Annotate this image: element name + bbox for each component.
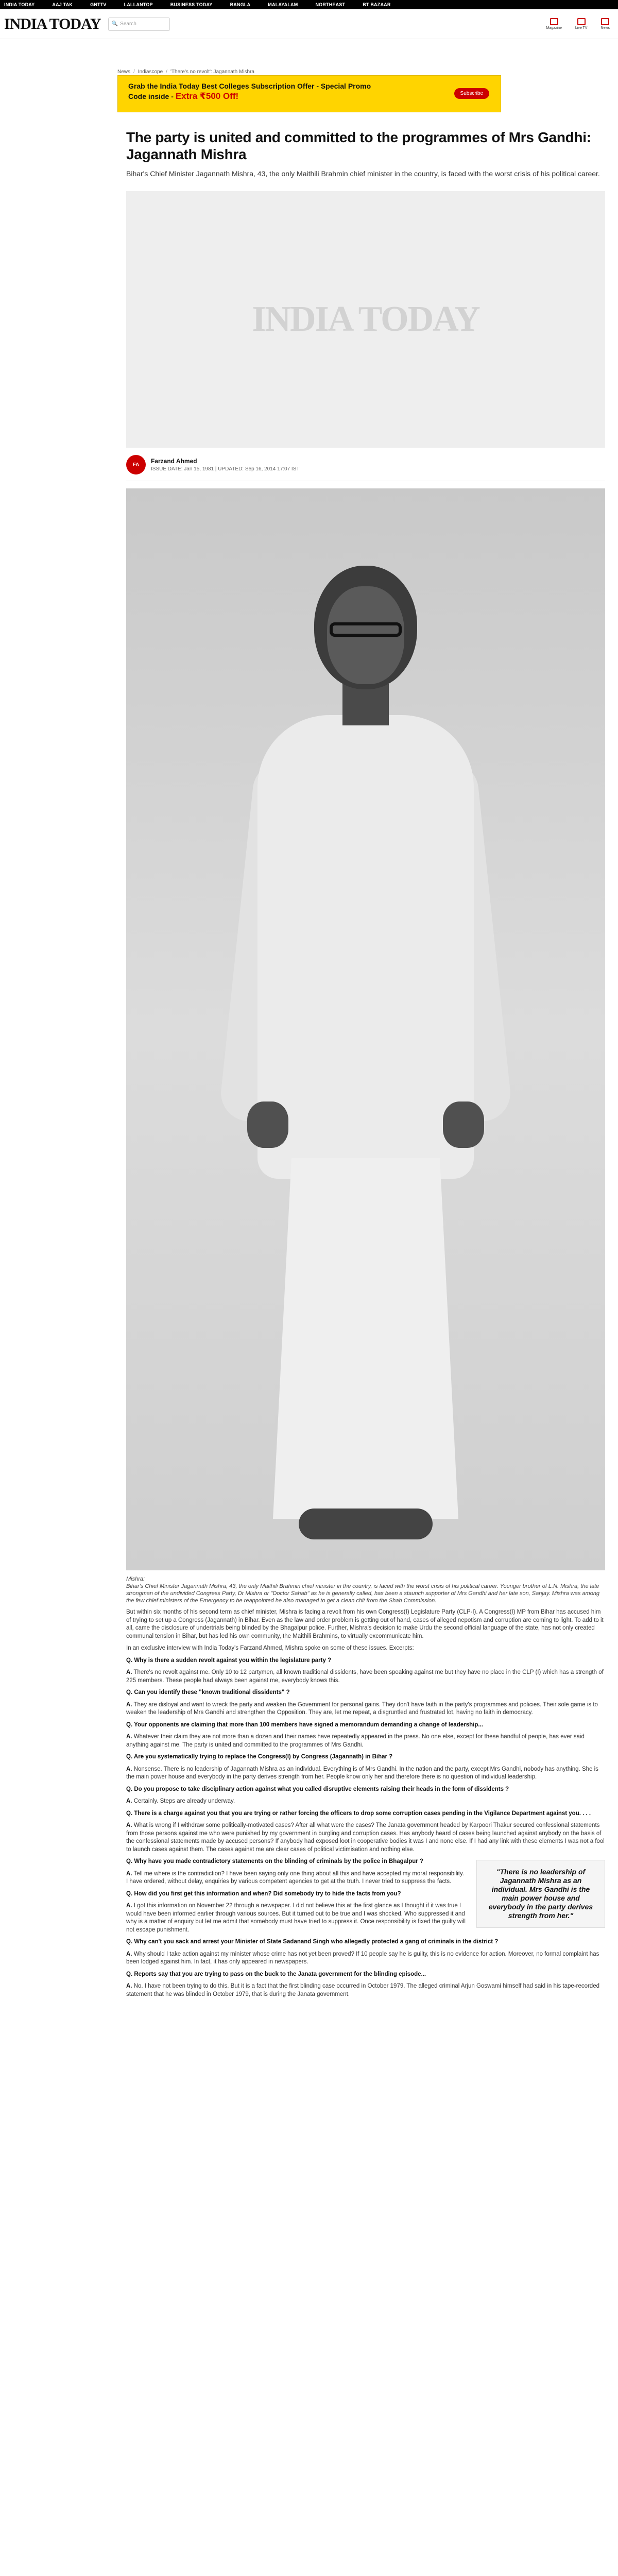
network-link[interactable]: NORTHEAST bbox=[315, 2, 346, 7]
question: Q. Why have you made contradictory statements on the blinding of criminals by the police in Bhagalpur ? bbox=[126, 1858, 424, 1865]
portrait-figure bbox=[237, 566, 494, 1545]
promo-line-1: Grab the India Today Best Colleges Subscription Offer - Special Promo bbox=[128, 82, 371, 90]
author-avatar[interactable]: FA bbox=[126, 455, 146, 474]
question: Q. Why can't you sack and arrest your Minister of State Sadanand Singh who allegedly protected a gang of criminals in the district ? bbox=[126, 1939, 499, 1945]
question: Q. Your opponents are claiming that more than 100 members have signed a memorandum demanding a change of leadership... bbox=[126, 1721, 483, 1728]
answer: A. Tell me where is the contradiction? I have been saying only one thing about all this and have accepted my moral responsibility. I have ordered, without delay, enquiries by various competent agencies to get at the truth. I never tried to suppress the facts. bbox=[126, 1870, 465, 1885]
breadcrumb-separator: / bbox=[133, 69, 135, 75]
network-link[interactable]: BANGLA bbox=[230, 2, 251, 7]
answer: A. Why should I take action against my minister whose crime has not yet been proved? If 10 people say he is guilty, this is no evidence for action. Moreover, no formal complaint has been lodged against him. In fact, it has only appeared in newspapers. bbox=[126, 1951, 599, 1965]
network-bar bbox=[0, 0, 618, 9]
article-body bbox=[126, 1575, 605, 1998]
question: Q. There is a charge against you that you are trying or rather forcing the officers to drop some corruption cases pending in the Vigilance Department against you. . . . bbox=[126, 1810, 591, 1817]
article-photo bbox=[126, 488, 605, 1570]
byline bbox=[126, 455, 605, 481]
search-input[interactable] bbox=[108, 18, 170, 31]
answer: A. Nonsense. There is no leadership of Jagannath Mishra as an individual. Everything is of Mrs Gandhi. In the nation and the party, except Mrs Gandhi, nobody has anything. She is the main power house and everybody in the party derives strength from her. People know only her and therefore there is no question of individual leadership. bbox=[126, 1766, 598, 1780]
answer: A. What is wrong if I withdraw some politically-motivated cases? After all what were the cases? The Janata government headed by Karpoori Thakur secured confessional statements from those persons against me who were punished by my government in burgling and corruption cases. Has anybody heard of cases being launched against anybody on the basis of the confessional statements made by accused persons? If anybody had exposed loot in cooperative bodies it was I and none else. If I had any link with these elements I was not a fool to launch cases against them. The cases against me are clear cases of political victimisation and nothing else. bbox=[126, 1822, 605, 1853]
network-link[interactable]: BT BAZAAR bbox=[363, 2, 391, 7]
body-paragraph: In an exclusive interview with India Today's Farzand Ahmed, Mishra spoke on some of these issues. Excerpts: bbox=[126, 1645, 414, 1651]
breadcrumb-current: 'There's no revolt': Jagannath Mishra bbox=[170, 69, 254, 75]
breadcrumb-news[interactable]: News bbox=[117, 69, 131, 75]
news-icon[interactable]: News bbox=[600, 18, 610, 30]
promo-subscribe-button[interactable]: Subscribe bbox=[454, 88, 489, 99]
author-name[interactable]: Farzand Ahmed bbox=[151, 457, 197, 465]
live-tv-icon[interactable]: Live TV bbox=[575, 18, 588, 30]
pull-quote: "There is no leadership of Jagannath Mishra as an individual. Mrs Gandhi is the main power house and everybody in the party derives strength from her." bbox=[476, 1860, 605, 1928]
answer: A. No. I have not been trying to do this. But it is a fact that the first blinding case occurred in October 1979. The alleged criminal Arjun Goswami himself had said in his tape-recorded statement that he was blinded in October 1979, that is during the Janata government. bbox=[126, 1983, 599, 1997]
body-paragraph: But within six months of his second term as chief minister, Mishra is facing a revolt from his own Congress(I) Legislature Party (CLP-I). A Congress(I) MP from Bihar has accused him of trying to set up a Congress (Jagannath) in Bihar. Even as the law and order problem is getting out of hand, cases of alleged nepotism and corruption are coming to light. To add to it all, came the disclosure of undertrials being blinded by the Bhagalpur police. Further, Mishra's decision to make Urdu the second official language of the state, has not only created communal tension in Bihar, but has led his own community, the Maithili Brahmins, to virtually excommunicate him. bbox=[126, 1609, 604, 1639]
network-link[interactable]: BUSINESS TODAY bbox=[170, 2, 213, 7]
hero-watermark: INDIA TODAY bbox=[252, 299, 479, 339]
subscription-promo-banner[interactable] bbox=[117, 75, 501, 112]
question: Q. How did you first get this information and when? Did somebody try to hide the facts from you? bbox=[126, 1890, 401, 1897]
article bbox=[126, 129, 605, 2003]
answer: A. Certainly. Steps are already underway. bbox=[126, 1798, 235, 1804]
network-link[interactable]: LALLANTOP bbox=[124, 2, 153, 7]
question: Q. Are you systematically trying to replace the Congress(I) by Congress (Jagannath) in Bihar ? bbox=[126, 1754, 393, 1760]
question: Q. Do you propose to take disciplinary action against what you called disruptive elements raising their heads in the form of dissidents ? bbox=[126, 1786, 509, 1792]
breadcrumb-indiascope[interactable]: Indiascope bbox=[138, 69, 163, 75]
photo-caption: Mishra: Bihar's Chief Minister Jagannath Mishra, 43, the only Maithili Brahmin chief minister in the country, is faced with the worst crisis of his political career. Younger brother of L.N. Mishra, the late strongman of the undivided Congress Party, Dr Mishra or "Doctor Sahab" as he is generally called, has been a staunch supporter of Mrs Gandhi and her late son, Sanjay. Mishra was among the few chief ministers of the Emergency to be reappointed he also managed to get a clean chit from the Shah Commission. bbox=[126, 1576, 600, 1604]
answer: A. They are disloyal and want to wreck the party and weaken the Government for personal gains. They don't have faith in the party's programmes and policies. Their sole game is to weaken the leadership of Mrs Gandhi and strengthen the Opposition. They are, let me repeat, a disgruntled and frustrated lot, having no faith in democracy. bbox=[126, 1701, 598, 1716]
network-link[interactable]: AAJ TAK bbox=[52, 2, 73, 7]
promo-line-2: Code inside - Extra ₹500 Off! bbox=[128, 91, 239, 101]
page-title: The party is united and committed to the programmes of Mrs Gandhi: Jagannath Mishra bbox=[126, 129, 591, 162]
question: Q. Reports say that you are trying to pass on the buck to the Janata government for the blinding episode... bbox=[126, 1971, 426, 1977]
search-placeholder: Search bbox=[120, 21, 136, 27]
network-link[interactable]: GNTTV bbox=[90, 2, 107, 7]
hero-image-placeholder bbox=[126, 191, 605, 448]
network-link[interactable]: MALAYALAM bbox=[268, 2, 298, 7]
site-header bbox=[0, 9, 618, 39]
breadcrumb-separator: / bbox=[166, 69, 167, 75]
breadcrumb bbox=[117, 69, 618, 75]
answer: A. There's no revolt against me. Only 10 to 12 partymen, all known traditional dissidents, have been speaking against me but they have no place in the CLP (I) which has a strength of 225 members. These people had always been against me, everybody knows this. bbox=[126, 1669, 604, 1684]
question: Q. Why is there a sudden revolt against you within the legislature party ? bbox=[126, 1657, 332, 1664]
question: Q. Can you identify these "known traditional dissidents" ? bbox=[126, 1689, 290, 1696]
article-dates: ISSUE DATE: Jan 15, 1981 | UPDATED: Sep 16, 2014 17:07 IST bbox=[151, 466, 300, 472]
network-link[interactable]: INDIA TODAY bbox=[4, 2, 35, 7]
search-icon: 🔍 bbox=[111, 21, 118, 27]
answer: A. Whatever their claim they are not more than a dozen and their names have repeatedly appeared in the press. No one else, except for these handful of people, has ever said anything against me. The party is united and committed to the programmes of Mrs Gandhi. bbox=[126, 1734, 585, 1748]
magazine-icon[interactable]: Magazine bbox=[546, 18, 562, 30]
answer: A. I got this information on November 22 through a newspaper. I did not believe this at the first glance as I thought if it was true I would have been informed earlier through various sources. But it turned out to be true and I was shocked. Who suppressed it and why is a matter of enquiry but let me admit that somebody must have tried to suppress it. Once responsibility is fixed the guilty will not escape punishment. bbox=[126, 1903, 466, 1933]
article-summary: Bihar's Chief Minister Jagannath Mishra, 43, the only Maithili Brahmin chief minister in the country, is faced with the worst crisis of his political career. bbox=[126, 170, 600, 178]
site-logo[interactable]: INDIA TODAY bbox=[4, 15, 101, 32]
